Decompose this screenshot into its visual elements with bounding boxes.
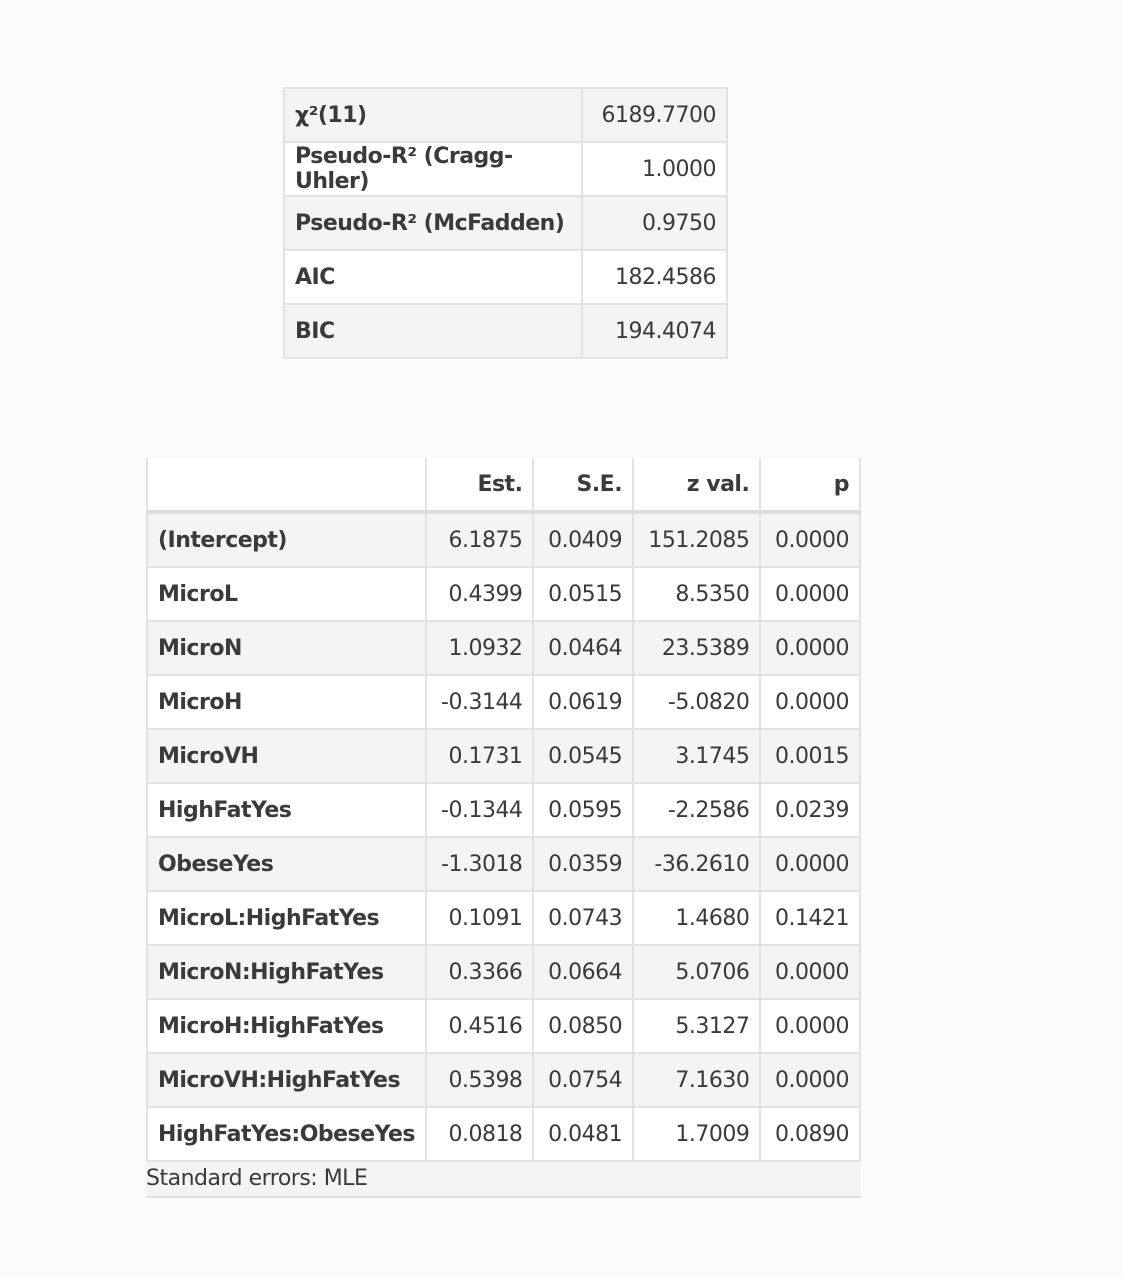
z-cell: -36.2610 — [633, 837, 760, 891]
table-row — [147, 729, 860, 783]
p-cell: 0.0000 — [760, 512, 860, 567]
z-cell: -2.2586 — [633, 783, 760, 837]
fit-value: 182.4586 — [582, 250, 727, 304]
term-cell: MicroN — [147, 621, 426, 675]
fit-label: Pseudo-R² (McFadden) — [284, 196, 582, 250]
fit-row-cragg-uhler — [284, 142, 727, 196]
se-cell: 0.0850 — [533, 999, 633, 1053]
est-cell: -1.3018 — [426, 837, 533, 891]
standard-errors-footnote: Standard errors: MLE — [146, 1162, 861, 1198]
z-cell: 5.0706 — [633, 945, 760, 999]
se-cell: 0.0743 — [533, 891, 633, 945]
table-row — [147, 945, 860, 999]
se-cell: 0.0515 — [533, 567, 633, 621]
p-cell: 0.0000 — [760, 567, 860, 621]
fit-row-mcfadden — [284, 196, 727, 250]
table-row — [147, 567, 860, 621]
term-cell: HighFatYes:ObeseYes — [147, 1107, 426, 1161]
p-cell: 0.1421 — [760, 891, 860, 945]
table-row — [147, 1107, 860, 1161]
p-cell: 0.0015 — [760, 729, 860, 783]
se-cell: 0.0409 — [533, 512, 633, 567]
est-cell: 0.5398 — [426, 1053, 533, 1107]
est-cell: 0.4399 — [426, 567, 533, 621]
header-p: p — [760, 458, 860, 512]
se-cell: 0.0481 — [533, 1107, 633, 1161]
est-cell: -0.1344 — [426, 783, 533, 837]
table-row — [147, 675, 860, 729]
z-cell: 3.1745 — [633, 729, 760, 783]
z-cell: 8.5350 — [633, 567, 760, 621]
est-cell: 0.3366 — [426, 945, 533, 999]
fit-value: 6189.7700 — [582, 88, 727, 142]
se-cell: 0.0545 — [533, 729, 633, 783]
fit-value: 1.0000 — [582, 142, 727, 196]
coefficients-table — [146, 458, 861, 1162]
term-cell: MicroH:HighFatYes — [147, 999, 426, 1053]
model-fit-table — [283, 87, 728, 359]
p-cell: 0.0000 — [760, 1053, 860, 1107]
z-cell: 1.4680 — [633, 891, 760, 945]
p-cell: 0.0890 — [760, 1107, 860, 1161]
est-cell: 0.0818 — [426, 1107, 533, 1161]
fit-value: 0.9750 — [582, 196, 727, 250]
se-cell: 0.0664 — [533, 945, 633, 999]
fit-value: 194.4074 — [582, 304, 727, 358]
se-cell: 0.0464 — [533, 621, 633, 675]
header-se: S.E. — [533, 458, 633, 512]
p-cell: 0.0000 — [760, 945, 860, 999]
fit-label: χ²(11) — [284, 88, 582, 142]
fit-label: Pseudo-R² (Cragg-Uhler) — [284, 142, 582, 196]
term-cell: MicroL:HighFatYes — [147, 891, 426, 945]
table-row — [147, 999, 860, 1053]
term-cell: MicroH — [147, 675, 426, 729]
term-cell: MicroL — [147, 567, 426, 621]
est-cell: 1.0932 — [426, 621, 533, 675]
p-cell: 0.0239 — [760, 783, 860, 837]
z-cell: 151.2085 — [633, 512, 760, 567]
p-cell: 0.0000 — [760, 999, 860, 1053]
term-cell: MicroN:HighFatYes — [147, 945, 426, 999]
header-term — [147, 458, 426, 512]
z-cell: -5.0820 — [633, 675, 760, 729]
table-row — [147, 1053, 860, 1107]
p-cell: 0.0000 — [760, 621, 860, 675]
z-cell: 23.5389 — [633, 621, 760, 675]
term-cell: (Intercept) — [147, 512, 426, 567]
se-cell: 0.0619 — [533, 675, 633, 729]
est-cell: 0.4516 — [426, 999, 533, 1053]
p-cell: 0.0000 — [760, 837, 860, 891]
est-cell: 6.1875 — [426, 512, 533, 567]
term-cell: ObeseYes — [147, 837, 426, 891]
table-row — [147, 512, 860, 567]
fit-row-aic — [284, 250, 727, 304]
z-cell: 5.3127 — [633, 999, 760, 1053]
se-cell: 0.0754 — [533, 1053, 633, 1107]
fit-row-chisq — [284, 88, 727, 142]
z-cell: 1.7009 — [633, 1107, 760, 1161]
table-row — [147, 837, 860, 891]
fit-label: BIC — [284, 304, 582, 358]
fit-label: AIC — [284, 250, 582, 304]
term-cell: MicroVH — [147, 729, 426, 783]
z-cell: 7.1630 — [633, 1053, 760, 1107]
est-cell: 0.1731 — [426, 729, 533, 783]
est-cell: -0.3144 — [426, 675, 533, 729]
header-z: z val. — [633, 458, 760, 512]
se-cell: 0.0359 — [533, 837, 633, 891]
table-row — [147, 621, 860, 675]
term-cell: HighFatYes — [147, 783, 426, 837]
est-cell: 0.1091 — [426, 891, 533, 945]
coefficients-section — [146, 458, 861, 1198]
se-cell: 0.0595 — [533, 783, 633, 837]
term-cell: MicroVH:HighFatYes — [147, 1053, 426, 1107]
coefficients-header-row — [147, 458, 860, 512]
header-est: Est. — [426, 458, 533, 512]
table-row — [147, 891, 860, 945]
p-cell: 0.0000 — [760, 675, 860, 729]
table-row — [147, 783, 860, 837]
fit-row-bic — [284, 304, 727, 358]
